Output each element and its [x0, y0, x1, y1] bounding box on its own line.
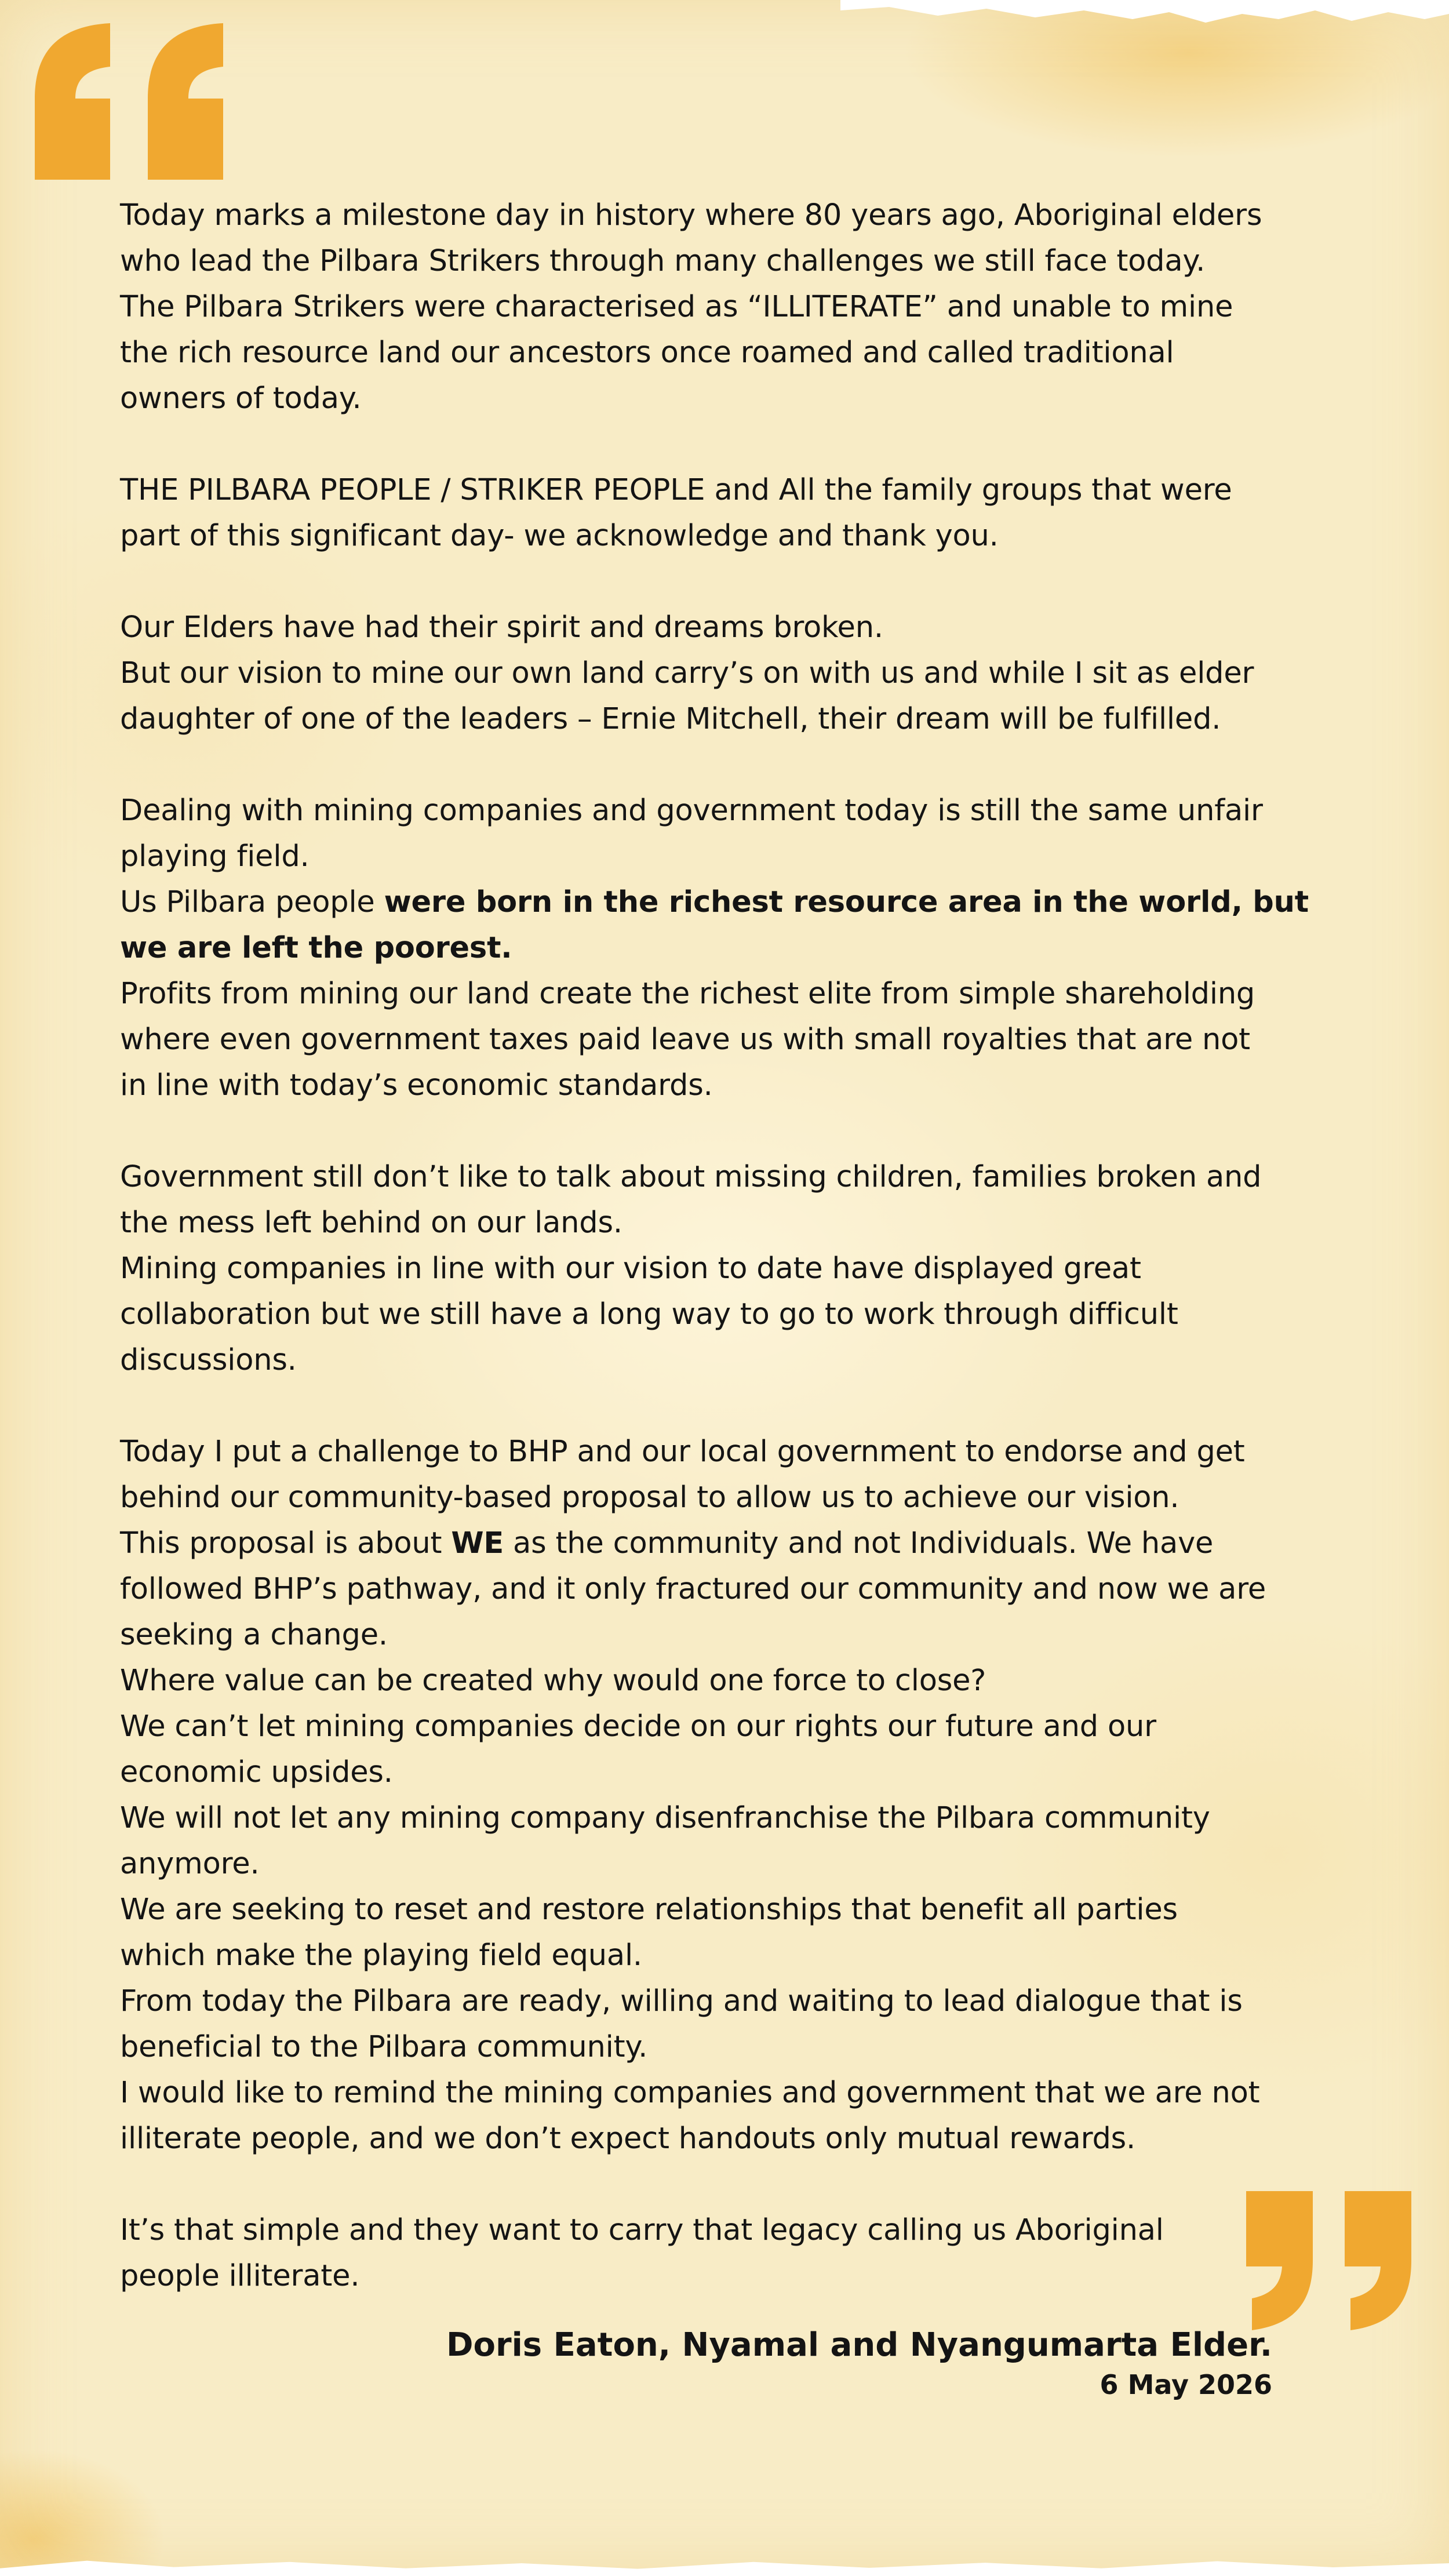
text-plain: Us Pilbara people — [120, 885, 384, 919]
signature-date: 6 May 2026 — [1100, 2369, 1272, 2400]
text-line: Dealing with mining companies and government today is still the same unfair — [120, 794, 1263, 828]
text-line: illiterate people, and we don’t expect handouts only mutual rewards. — [120, 2122, 1136, 2156]
text-line: I would like to remind the mining companies and government that we are not — [120, 2076, 1260, 2110]
text-line: people illiterate. — [120, 2259, 360, 2293]
text-line: Profits from mining our land create the richest elite from simple shareholding — [120, 977, 1255, 1011]
paragraph-unfair-field — [120, 788, 1349, 1108]
text-line: We can’t let mining companies decide on our rights our future and our — [120, 1709, 1156, 1744]
text-line: It’s that simple and they want to carry that legacy calling us Aboriginal — [120, 2213, 1164, 2247]
text-line: followed BHP’s pathway, and it only fractured our community and now we are — [120, 1572, 1266, 1606]
text-line: beneficial to the Pilbara community. — [120, 2030, 648, 2064]
text-emphasis: we are left the poorest. — [120, 931, 512, 965]
text-line: THE PILBARA PEOPLE / STRIKER PEOPLE and All the family groups that were — [120, 473, 1232, 507]
paragraph-closing — [120, 2207, 1349, 2299]
signature-name: Doris Eaton, Nyamal and Nyangumarta Elder. — [446, 2326, 1272, 2364]
text-emphasis: WE — [451, 1526, 504, 1560]
text-line: who lead the Pilbara Strikers through many challenges we still face today. — [120, 244, 1206, 278]
text-line: seeking a change. — [120, 1618, 388, 1652]
text-line: collaboration but we still have a long way to go to work through difficult — [120, 1297, 1178, 1331]
text-line: which make the playing field equal. — [120, 1938, 642, 1973]
text-line: playing field. — [120, 839, 310, 874]
text-line: The Pilbara Strikers were characterised as “ILLITERATE” and unable to mine — [120, 290, 1233, 324]
paragraph-challenge — [120, 1429, 1349, 2162]
opening-quotation-mark-icon — [23, 12, 238, 185]
text-line: From today the Pilbara are ready, willing and waiting to lead dialogue that is — [120, 1984, 1243, 2018]
text-line: part of this significant day- we acknowledge and thank you. — [120, 519, 999, 553]
signature-block — [446, 2324, 1272, 2403]
paragraph-government — [120, 1154, 1349, 1383]
text-line: Our Elders have had their spirit and dreams broken. — [120, 610, 883, 645]
text-plain: as the community and not Individuals. We have — [504, 1526, 1214, 1560]
paragraph-acknowledgement — [120, 467, 1349, 559]
text-line: We are seeking to reset and restore relationships that benefit all parties — [120, 1893, 1178, 1927]
text-line: Today marks a milestone day in history where 80 years ago, Aboriginal elders — [120, 198, 1262, 232]
text-line: We will not let any mining company disenfranchise the Pilbara community — [120, 1801, 1210, 1835]
text-line: Today I put a challenge to BHP and our local government to endorse and get — [120, 1435, 1245, 1469]
text-line: anymore. — [120, 1847, 260, 1881]
text-line: behind our community-based proposal to allow us to achieve our vision. — [120, 1480, 1179, 1515]
text-line: daughter of one of the leaders – Ernie Mitchell, their dream will be fulfilled. — [120, 702, 1221, 736]
paragraph-milestone — [120, 192, 1349, 421]
letter-body — [120, 192, 1349, 2299]
text-plain: This proposal is about — [120, 1526, 452, 1560]
text-line: the rich resource land our ancestors once roamed and called traditional — [120, 336, 1174, 370]
text-line: discussions. — [120, 1343, 297, 1377]
text-line — [120, 879, 1349, 925]
text-emphasis: were born in the richest resource area in the world, but — [384, 885, 1309, 919]
text-line: economic upsides. — [120, 1755, 393, 1789]
text-line: owners of today. — [120, 381, 362, 416]
text-line — [120, 1520, 1349, 1566]
text-line: in line with today’s economic standards. — [120, 1068, 713, 1103]
text-line: Mining companies in line with our vision to date have displayed great — [120, 1251, 1141, 1286]
text-line: Where value can be created why would one force to close? — [120, 1664, 986, 1698]
text-line: where even government taxes paid leave us with small royalties that are not — [120, 1023, 1250, 1057]
text-line: But our vision to mine our own land carry’s on with us and while I sit as elder — [120, 656, 1254, 690]
paragraph-vision — [120, 605, 1349, 742]
text-line: the mess left behind on our lands. — [120, 1206, 622, 1240]
text-line: Government still don’t like to talk about missing children, families broken and — [120, 1160, 1262, 1194]
